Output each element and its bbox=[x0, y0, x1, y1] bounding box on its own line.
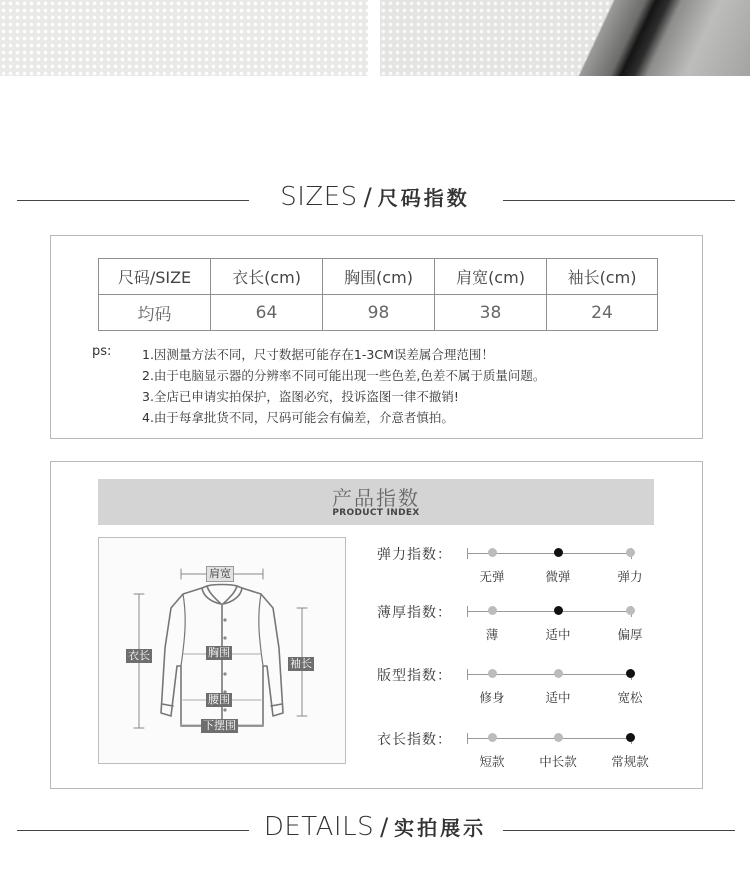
product-photo-right bbox=[380, 0, 750, 76]
sizes-title-separator: / bbox=[363, 183, 372, 211]
notes-list bbox=[142, 344, 545, 428]
size-table-header: 衣长(cm) bbox=[211, 259, 323, 295]
size-table-header: 肩宽(cm) bbox=[435, 259, 547, 295]
size-table bbox=[98, 258, 658, 331]
size-table-cell: 98 bbox=[323, 295, 435, 331]
index-option-dot bbox=[488, 733, 497, 742]
size-table-cell: 均码 bbox=[99, 295, 211, 331]
size-table-header: 胸围(cm) bbox=[323, 259, 435, 295]
index-option-label: 中长款 bbox=[539, 754, 577, 769]
note-item: 2.由于电脑显示器的分辨率不同可能出现一些色差,色差不属于质量问题。 bbox=[142, 368, 546, 383]
index-option-label: 宽松 bbox=[617, 690, 643, 705]
table-row bbox=[99, 295, 658, 331]
index-option-dot-selected bbox=[554, 606, 563, 615]
product-index-panel bbox=[50, 461, 703, 789]
index-option-label: 适中 bbox=[545, 690, 571, 705]
size-table-cell: 24 bbox=[547, 295, 658, 331]
details-title-cn: 实拍展示 bbox=[394, 816, 487, 840]
index-option-dot bbox=[554, 669, 563, 678]
diagram-label-waist: 腰围 bbox=[208, 693, 230, 706]
product-photo-left bbox=[0, 0, 368, 76]
size-table-cell: 64 bbox=[211, 295, 323, 331]
index-option-dot bbox=[488, 669, 497, 678]
note-item: 4.由于每拿批货不同，尺码可能会有偏差，介意者慎拍。 bbox=[142, 410, 454, 425]
product-index-title-en: PRODUCT INDEX bbox=[332, 508, 420, 518]
diagram-label-shoulder: 肩宽 bbox=[206, 566, 234, 582]
size-table-header-row bbox=[99, 259, 658, 295]
diagram-label-sleeve: 袖长 bbox=[290, 657, 312, 670]
sizes-title-en: SIZES bbox=[280, 182, 358, 212]
product-index-title-cn: 产品指数 bbox=[332, 486, 420, 510]
index-option-dot bbox=[626, 606, 635, 615]
index-row-name: 版型指数： bbox=[377, 668, 452, 684]
index-option-dot bbox=[554, 733, 563, 742]
index-row-name: 薄厚指数： bbox=[377, 605, 452, 621]
index-option-label: 修身 bbox=[479, 690, 505, 705]
size-table-header: 袖长(cm) bbox=[547, 259, 658, 295]
index-option-dot-selected bbox=[626, 669, 635, 678]
index-option-label: 微弹 bbox=[545, 569, 571, 584]
index-option-label: 常规款 bbox=[611, 754, 649, 769]
garment-measurement-diagram bbox=[98, 537, 346, 764]
details-title-en: DETAILS bbox=[263, 812, 375, 842]
index-option-label: 薄 bbox=[485, 627, 499, 642]
index-row-name: 弹力指数： bbox=[377, 547, 452, 563]
note-item: 3.全店已申请实拍保护，盗图必究，投诉盗图一律不撤销! bbox=[142, 389, 459, 404]
details-section-header bbox=[0, 810, 750, 850]
index-option-label: 偏厚 bbox=[617, 627, 643, 642]
size-table-header: 尺码/SIZE bbox=[99, 259, 211, 295]
index-option-dot bbox=[488, 548, 497, 557]
index-option-dot-selected bbox=[626, 733, 635, 742]
size-chart-panel bbox=[50, 235, 703, 439]
index-option-dot bbox=[488, 606, 497, 615]
index-option-label: 无弹 bbox=[479, 569, 505, 584]
details-title-separator: / bbox=[380, 813, 389, 841]
diagram-label-chest: 胸围 bbox=[208, 646, 230, 659]
note-item: 1.因测量方法不同，尺寸数据可能存在1-3CM误差属合理范围！ bbox=[142, 347, 494, 362]
diagram-label-hem: 下摆围 bbox=[203, 719, 236, 732]
index-option-label: 短款 bbox=[479, 754, 505, 769]
index-option-label: 弹力 bbox=[617, 569, 643, 584]
product-index-banner bbox=[98, 479, 654, 525]
size-table-cell: 38 bbox=[435, 295, 547, 331]
diagram-label-length: 衣长 bbox=[128, 649, 150, 662]
index-option-dot bbox=[626, 548, 635, 557]
index-option-label: 适中 bbox=[545, 627, 571, 642]
index-row-name: 衣长指数： bbox=[377, 732, 452, 748]
sizes-title-cn: 尺码指数 bbox=[377, 186, 470, 210]
notes-label: ps: bbox=[92, 344, 112, 359]
index-option-dot-selected bbox=[554, 548, 563, 557]
sizes-section-header bbox=[0, 180, 750, 220]
